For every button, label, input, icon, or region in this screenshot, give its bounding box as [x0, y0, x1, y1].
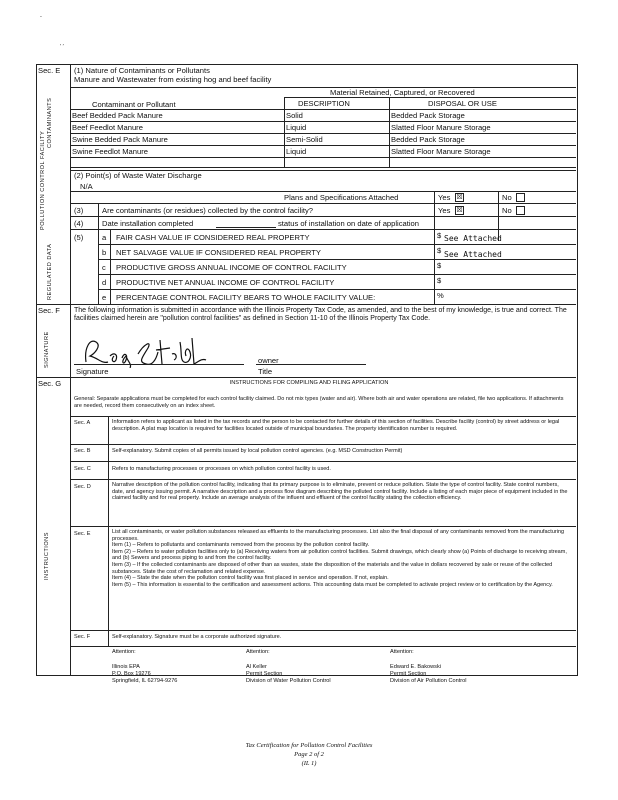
- table-cell-contaminant: Beef Feedlot Manure: [72, 123, 143, 132]
- sec-g-vertical-label: INSTRUCTIONS: [44, 532, 50, 580]
- footer-code: (IL 1): [301, 760, 317, 767]
- instruction-label: Sec. E: [74, 531, 91, 537]
- item-text: PRODUCTIVE NET ANNUAL INCOME OF CONTROL FACILITY: [116, 278, 335, 287]
- col-contaminant: Contaminant or Pollutant: [92, 100, 176, 109]
- instruction-text: Narrative description of the pollution control facility, indicating that its primary purpose is to eliminate, prevent or reduce pollution. State the type of control facility. State control numbers, date, and agency issuing permit. A narrative description and a process flow diagram describing the polluted control facility. Include a listing of each major piece of equipment included in the claimed facility and for real property. Include an average analysis of the influent and effluent of the control facility stating the collection efficiency.: [112, 482, 568, 502]
- item-value[interactable]: See Attached: [444, 250, 502, 259]
- yes-label: Yes: [438, 206, 451, 215]
- item-unit: $: [437, 261, 442, 270]
- item-text: FAIR CASH VALUE IF CONSIDERED REAL PROPERTY: [116, 233, 310, 242]
- item-letter: b: [102, 248, 107, 257]
- item-letter: a: [102, 233, 107, 242]
- q3-yes-checkbox[interactable]: ☒: [456, 207, 463, 214]
- address-line: Edward E. Bakowski: [390, 664, 441, 670]
- footer-title: Tax Certification for Pollution Control Facilities: [245, 742, 373, 749]
- owner-value: owner: [258, 356, 279, 365]
- instruction-text: Information refers to applicant as listed in the tax records and the person to be contacted for further details of this section of facilities. Describe facility (control) by street address or legal description. A plat map location is required for facilities located outside of municipal boundaries. The property identification number is required.: [112, 419, 560, 432]
- sec-g-general: General: Separate applications must be completed for each control facility claimed. Do not mix types (water and air). Where both air and water operations are related, file two applications. If attachments are needed, record them consecutively on an index sheet.: [74, 396, 564, 409]
- q4-date-line[interactable]: [216, 227, 276, 228]
- item-unit: $: [437, 276, 442, 285]
- table-cell-disposal: Slatted Floor Manure Storage: [391, 147, 491, 156]
- sec-f-label: Sec. F: [38, 306, 60, 315]
- sec-g-title: INSTRUCTIONS FOR COMPILING AND FILING APPLICATION: [229, 380, 389, 386]
- address-attention: Attention:: [112, 649, 136, 655]
- table-cell-description: Semi-Solid: [286, 135, 323, 144]
- address-line: Springfield, IL 62794-9276: [112, 678, 178, 684]
- instruction-text: List all contaminants, or water pollution substances released as effluents to the manufacturing processes. List also the final disposal of any contaminants removed from the manufacturing processes. Item (1) – Refers to pollutants and contaminants removed from the process by the pollution control facility. Item (2) – Refers to water pollution facilities only to (a) Receiving waters from air pollution control facilities. Submit drawings, which clearly show (a) Points of discharge to receiving stream, and (b) Sewers and process piping to and from the control facility. Item (3) – If the collected contaminants are disposed of other than as wastes, state the disposition of the materials and the value in dollars recovered by sale or reuse of the collected substances. State the cost of reclamation and related expense. Item (4) – State the date when the pollution control facility was first placed in service and operation. If not, explain. Item (5) – This information is essential to the certification and assessment actions. This accounting data must be completed to activate project review or to certification by the Agency.: [112, 529, 567, 588]
- table-cell-disposal: Slatted Floor Manure Storage: [391, 123, 491, 132]
- q4-date-label: Date installation completed: [102, 219, 194, 228]
- q4-status-label: status of installation on date of application: [278, 219, 419, 228]
- address-line: Division of Water Pollution Control: [246, 678, 331, 684]
- q1-subtitle: Manure and Wastewater from existing hog and beef facility: [74, 75, 272, 84]
- instruction-label: Sec. A: [74, 420, 91, 426]
- plans-yes-checkbox[interactable]: ☒: [456, 194, 463, 201]
- sec-f-vertical-label: SIGNATURE: [44, 331, 50, 368]
- item-letter: d: [102, 278, 107, 287]
- instruction-label: Sec. D: [74, 484, 91, 490]
- header-mark: -: [40, 14, 42, 20]
- q4-number: (4): [74, 219, 84, 228]
- q2-value: N/A: [80, 182, 93, 191]
- signature-line[interactable]: [74, 364, 244, 365]
- no-label: No: [502, 206, 512, 215]
- header-mark: ′ ′: [60, 44, 64, 50]
- table-cell-description: Liquid: [286, 123, 307, 132]
- item-text: PRODUCTIVE GROSS ANNUAL INCOME OF CONTROL FACILITY: [116, 263, 347, 272]
- item-letter: e: [102, 293, 107, 302]
- sec-e-label: Sec. E: [38, 66, 61, 75]
- address-line: Permit Section: [246, 671, 283, 677]
- q3-number: (3): [74, 206, 84, 215]
- sec-e-vertical-label: REGULATED DATA: [47, 243, 53, 300]
- table-cell-disposal: Bedded Pack Storage: [391, 111, 465, 120]
- item-value[interactable]: See Attached: [444, 234, 502, 243]
- item-letter: c: [102, 263, 106, 272]
- sec-f-declaration: The following information is submitted in accordance with the Illinois Property Tax Code, as amended, and to the best of my knowledge, is true and correct. The facilities claimed herein are "pollution control facilities" as defined in Section 11-10 of the Illinois Property Tax Code.: [74, 307, 567, 323]
- instruction-text: Self-explanatory. Signature must be a corporate authorized signature.: [112, 634, 282, 640]
- address-attention: Attention:: [390, 649, 414, 655]
- sec-e-vertical-label: CONTAMINANTS: [47, 97, 53, 148]
- plans-no-checkbox[interactable]: [516, 193, 525, 202]
- footer-page: Page 2 of 2: [294, 751, 324, 758]
- instruction-label: Sec. B: [74, 448, 91, 454]
- address-line: Illinois EPA: [112, 664, 140, 670]
- sec-g-label: Sec. G: [38, 379, 62, 388]
- instruction-text: Refers to manufacturing processes or processes on which pollution control facility is used.: [112, 466, 331, 472]
- title-line[interactable]: [256, 364, 366, 365]
- table-cell-description: Liquid: [286, 147, 307, 156]
- col-disposal: DISPOSAL OR USE: [428, 99, 497, 108]
- table-cell-contaminant: Beef Bedded Pack Manure: [72, 111, 163, 120]
- item-unit: %: [437, 291, 444, 300]
- sec-e-vertical-label: POLLUTION CONTROL FACILITY: [40, 130, 46, 230]
- q3-text: Are contaminants (or residues) collected by the control facility?: [102, 206, 314, 215]
- instruction-text: Self-explanatory. Submit copies of all permits issued by local pollution control agencies. (e.g. MSD Construction Permit): [112, 448, 403, 454]
- table-cell-disposal: Bedded Pack Storage: [391, 135, 465, 144]
- item-text: PERCENTAGE CONTROL FACILITY BEARS TO WHOLE FACILITY VALUE:: [116, 293, 376, 302]
- col-description: DESCRIPTION: [298, 99, 350, 108]
- address-line: Permit Section: [390, 671, 427, 677]
- signature-scribble: [80, 332, 220, 368]
- material-header: Material Retained, Captured, or Recovered: [330, 88, 475, 97]
- section-label-divider: [70, 64, 71, 675]
- address-line: Division of Air Pollution Control: [390, 678, 467, 684]
- address-line: Al Keller: [246, 664, 267, 670]
- item-unit: $: [437, 231, 442, 240]
- instruction-label: Sec. C: [74, 466, 91, 472]
- q2-title: (2) Point(s) of Waste Water Discharge: [74, 171, 202, 180]
- signature-label: Signature: [76, 367, 109, 376]
- q3-no-checkbox[interactable]: [516, 206, 525, 215]
- instruction-label: Sec. F: [74, 634, 91, 640]
- item-unit: $: [437, 246, 442, 255]
- table-cell-contaminant: Swine Feedlot Manure: [72, 147, 148, 156]
- table-cell-contaminant: Swine Bedded Pack Manure: [72, 135, 168, 144]
- no-label: No: [502, 193, 512, 202]
- yes-label: Yes: [438, 193, 451, 202]
- q1-title: (1) Nature of Contaminants or Pollutants: [74, 66, 210, 75]
- address-line: P.O. Box 19276: [112, 671, 151, 677]
- title-label: Title: [258, 367, 273, 376]
- q5-number: (5): [74, 233, 84, 242]
- plans-attached-label: Plans and Specifications Attached: [284, 193, 399, 202]
- table-cell-description: Solid: [286, 111, 303, 120]
- item-text: NET SALVAGE VALUE IF CONSIDERED REAL PROPERTY: [116, 248, 321, 257]
- address-attention: Attention:: [246, 649, 270, 655]
